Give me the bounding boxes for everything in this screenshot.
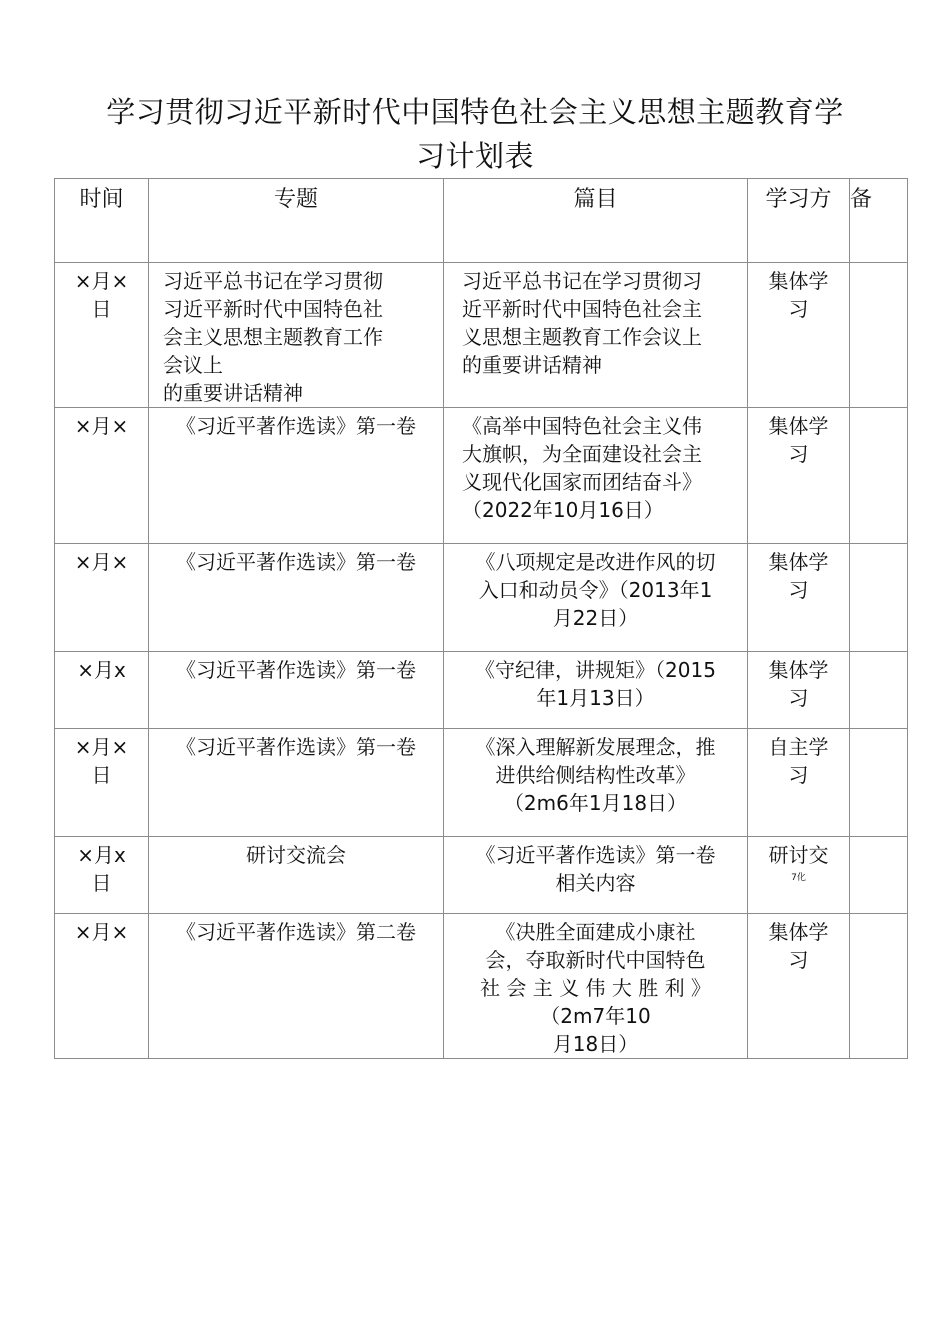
cell-note xyxy=(850,544,908,652)
header-method: 学习方 xyxy=(748,179,850,263)
cell-article: 《守纪律，讲规矩》（2015 年1月13日） xyxy=(444,652,748,729)
cell-method: 集体学 习 xyxy=(748,914,850,1059)
cell-topic: 研讨交流会 xyxy=(149,837,444,914)
cell-article: 《八项规定是改进作风的切 入口和动员令》（2013年1 月22日） xyxy=(444,544,748,652)
table-row xyxy=(55,729,908,837)
cell-note xyxy=(850,652,908,729)
cell-time: ×月x xyxy=(55,652,149,729)
cell-method: 集体学 习 xyxy=(748,652,850,729)
cell-note xyxy=(850,914,908,1059)
study-plan-table xyxy=(54,178,908,1059)
cell-note xyxy=(850,408,908,544)
cell-article: 习近平总书记在学习贯彻习 近平新时代中国特色社会主 义思想主题教育工作会议上 的重要讲话精神 xyxy=(444,263,748,408)
page-title: 学习贯彻习近平新时代中国特色社会主义思想主题教育学 习计划表 xyxy=(106,95,844,173)
header-note: 备 xyxy=(850,179,908,263)
cell-topic: 《习近平著作选读》第一卷 xyxy=(149,408,444,544)
cell-topic: 《习近平著作选读》第一卷 xyxy=(149,544,444,652)
cell-method: 集体学 习 xyxy=(748,544,850,652)
cell-topic: 《习近平著作选读》第一卷 xyxy=(149,652,444,729)
cell-time: ×月× 日 xyxy=(55,729,149,837)
table-row xyxy=(55,914,908,1059)
cell-topic: 《习近平著作选读》第二卷 xyxy=(149,914,444,1059)
cell-article: 《决胜全面建成小康社 会，夺取新时代中国特色 社 会 主 义 伟 大 胜 利 》 （2m7年10 月18日） xyxy=(444,914,748,1059)
cell-time: ×月x 日 xyxy=(55,837,149,914)
cell-article: 《高举中国特色社会主义伟 大旗帜，为全面建设社会主 义现代化国家而团结奋斗》 （2022年10月16日） xyxy=(444,408,748,544)
header-article: 篇目 xyxy=(444,179,748,263)
cell-method: 研讨交 7化 xyxy=(748,837,850,914)
cell-note xyxy=(850,263,908,408)
cell-method: 集体学 习 xyxy=(748,263,850,408)
cell-article: 《深入理解新发展理念，推 进供给侧结构性改革》 （2m6年1月18日） xyxy=(444,729,748,837)
table-row xyxy=(55,837,908,914)
header-time: 时间 xyxy=(55,179,149,263)
method-note: 7化 xyxy=(791,873,806,883)
table-row xyxy=(55,263,908,408)
cell-time: ×月× 日 xyxy=(55,263,149,408)
cell-topic: 《习近平著作选读》第一卷 xyxy=(149,729,444,837)
cell-topic: 习近平总书记在学习贯彻 习近平新时代中国特色社 会主义思想主题教育工作 会议上 的重要讲话精神 xyxy=(149,263,444,408)
cell-note xyxy=(850,837,908,914)
cell-time: ×月× xyxy=(55,544,149,652)
cell-note xyxy=(850,729,908,837)
table-row xyxy=(55,408,908,544)
cell-method: 自主学 习 xyxy=(748,729,850,837)
cell-article: 《习近平著作选读》第一卷 相关内容 xyxy=(444,837,748,914)
cell-time: ×月× xyxy=(55,408,149,544)
cell-method: 集体学 习 xyxy=(748,408,850,544)
table-header-row xyxy=(55,179,908,263)
header-topic: 专题 xyxy=(149,179,444,263)
table-row xyxy=(55,544,908,652)
table-row xyxy=(55,652,908,729)
cell-time: ×月× xyxy=(55,914,149,1059)
